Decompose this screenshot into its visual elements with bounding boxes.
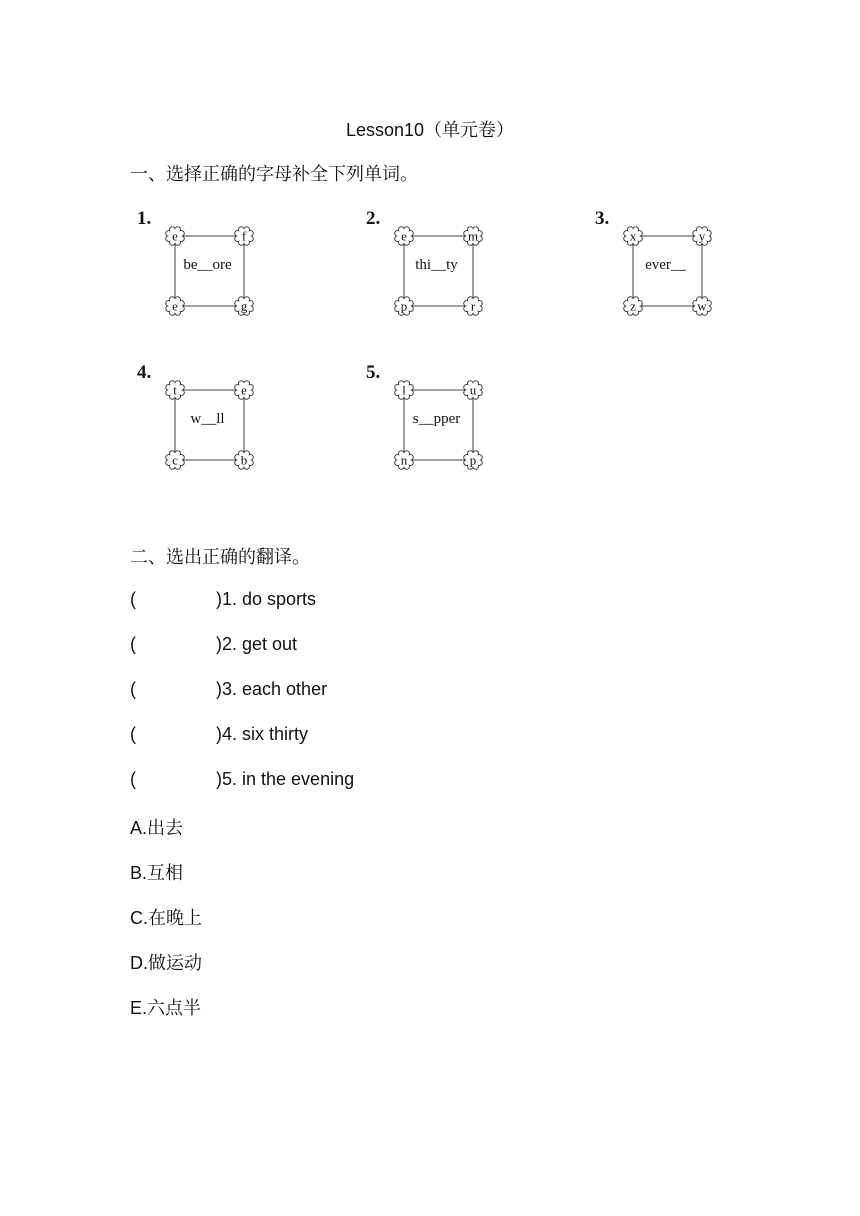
- option-b: B.互相: [130, 863, 184, 883]
- option-d: D.做运动: [130, 953, 202, 973]
- letter-choice[interactable]: n: [400, 452, 408, 468]
- puzzle-word: thi__ty: [415, 257, 458, 273]
- puzzle-word: s__pper: [412, 411, 461, 427]
- letter-choice[interactable]: e: [172, 298, 178, 314]
- puzzle-word: ever__: [645, 257, 686, 273]
- letter-choice[interactable]: p: [469, 452, 477, 468]
- letter-choice[interactable]: w: [697, 298, 707, 314]
- letter-choice[interactable]: f: [241, 228, 247, 244]
- option-c: C.在晚上: [130, 908, 202, 928]
- letter-choice[interactable]: c: [172, 452, 178, 468]
- puzzle-3: [595, 208, 725, 328]
- letter-choice[interactable]: p: [400, 298, 408, 314]
- puzzle-4: [137, 362, 267, 482]
- question-text-5: )5. in the evening: [216, 769, 355, 789]
- letter-choice[interactable]: e: [241, 382, 247, 398]
- letter-choice[interactable]: m: [467, 228, 479, 244]
- puzzle-number: 4.: [137, 362, 152, 383]
- section1-heading: 一、选择正确的字母补全下列单词。: [130, 164, 418, 184]
- letter-choice[interactable]: t: [173, 382, 177, 398]
- question-2: [130, 634, 298, 655]
- puzzle-number: 2.: [366, 208, 381, 229]
- answer-blank-3[interactable]: (: [130, 679, 136, 699]
- puzzle-number: 1.: [137, 208, 152, 229]
- letter-choice[interactable]: r: [470, 298, 476, 314]
- puzzle-1: [137, 208, 267, 328]
- question-text-3: )3. each other: [216, 679, 328, 699]
- answer-blank-4[interactable]: (: [130, 724, 136, 744]
- letter-choice[interactable]: g: [240, 298, 248, 314]
- question-text-1: )1. do sports: [216, 589, 317, 609]
- question-3: [130, 679, 328, 700]
- option-e: E.六点半: [130, 998, 202, 1018]
- puzzle-number: 5.: [366, 362, 381, 383]
- puzzle-2: [366, 208, 496, 328]
- question-5: [130, 769, 355, 790]
- question-4: [130, 724, 309, 745]
- section2-heading: 二、选出正确的翻译。: [130, 547, 310, 567]
- answer-blank-1[interactable]: (: [130, 589, 136, 609]
- letter-choice[interactable]: e: [401, 228, 407, 244]
- question-text-2: )2. get out: [216, 634, 298, 654]
- puzzle-number: 3.: [595, 208, 610, 229]
- option-a: A.出去: [130, 818, 184, 838]
- letter-choice[interactable]: b: [240, 452, 248, 468]
- answer-blank-5[interactable]: (: [130, 769, 136, 789]
- letter-choice[interactable]: u: [469, 382, 477, 398]
- puzzle-word: w__ll: [190, 411, 225, 427]
- page-title: Lesson10（单元卷）: [345, 120, 515, 140]
- letter-choice[interactable]: x: [629, 228, 637, 244]
- question-1: [130, 589, 317, 610]
- letter-choice[interactable]: z: [630, 298, 636, 314]
- letter-choice[interactable]: e: [172, 228, 178, 244]
- letter-choice[interactable]: y: [698, 228, 706, 244]
- answer-blank-2[interactable]: (: [130, 634, 136, 654]
- letter-choice[interactable]: l: [402, 382, 406, 398]
- question-text-4: )4. six thirty: [216, 724, 309, 744]
- puzzle-5: [366, 362, 496, 482]
- puzzle-word: be__ore: [183, 257, 232, 273]
